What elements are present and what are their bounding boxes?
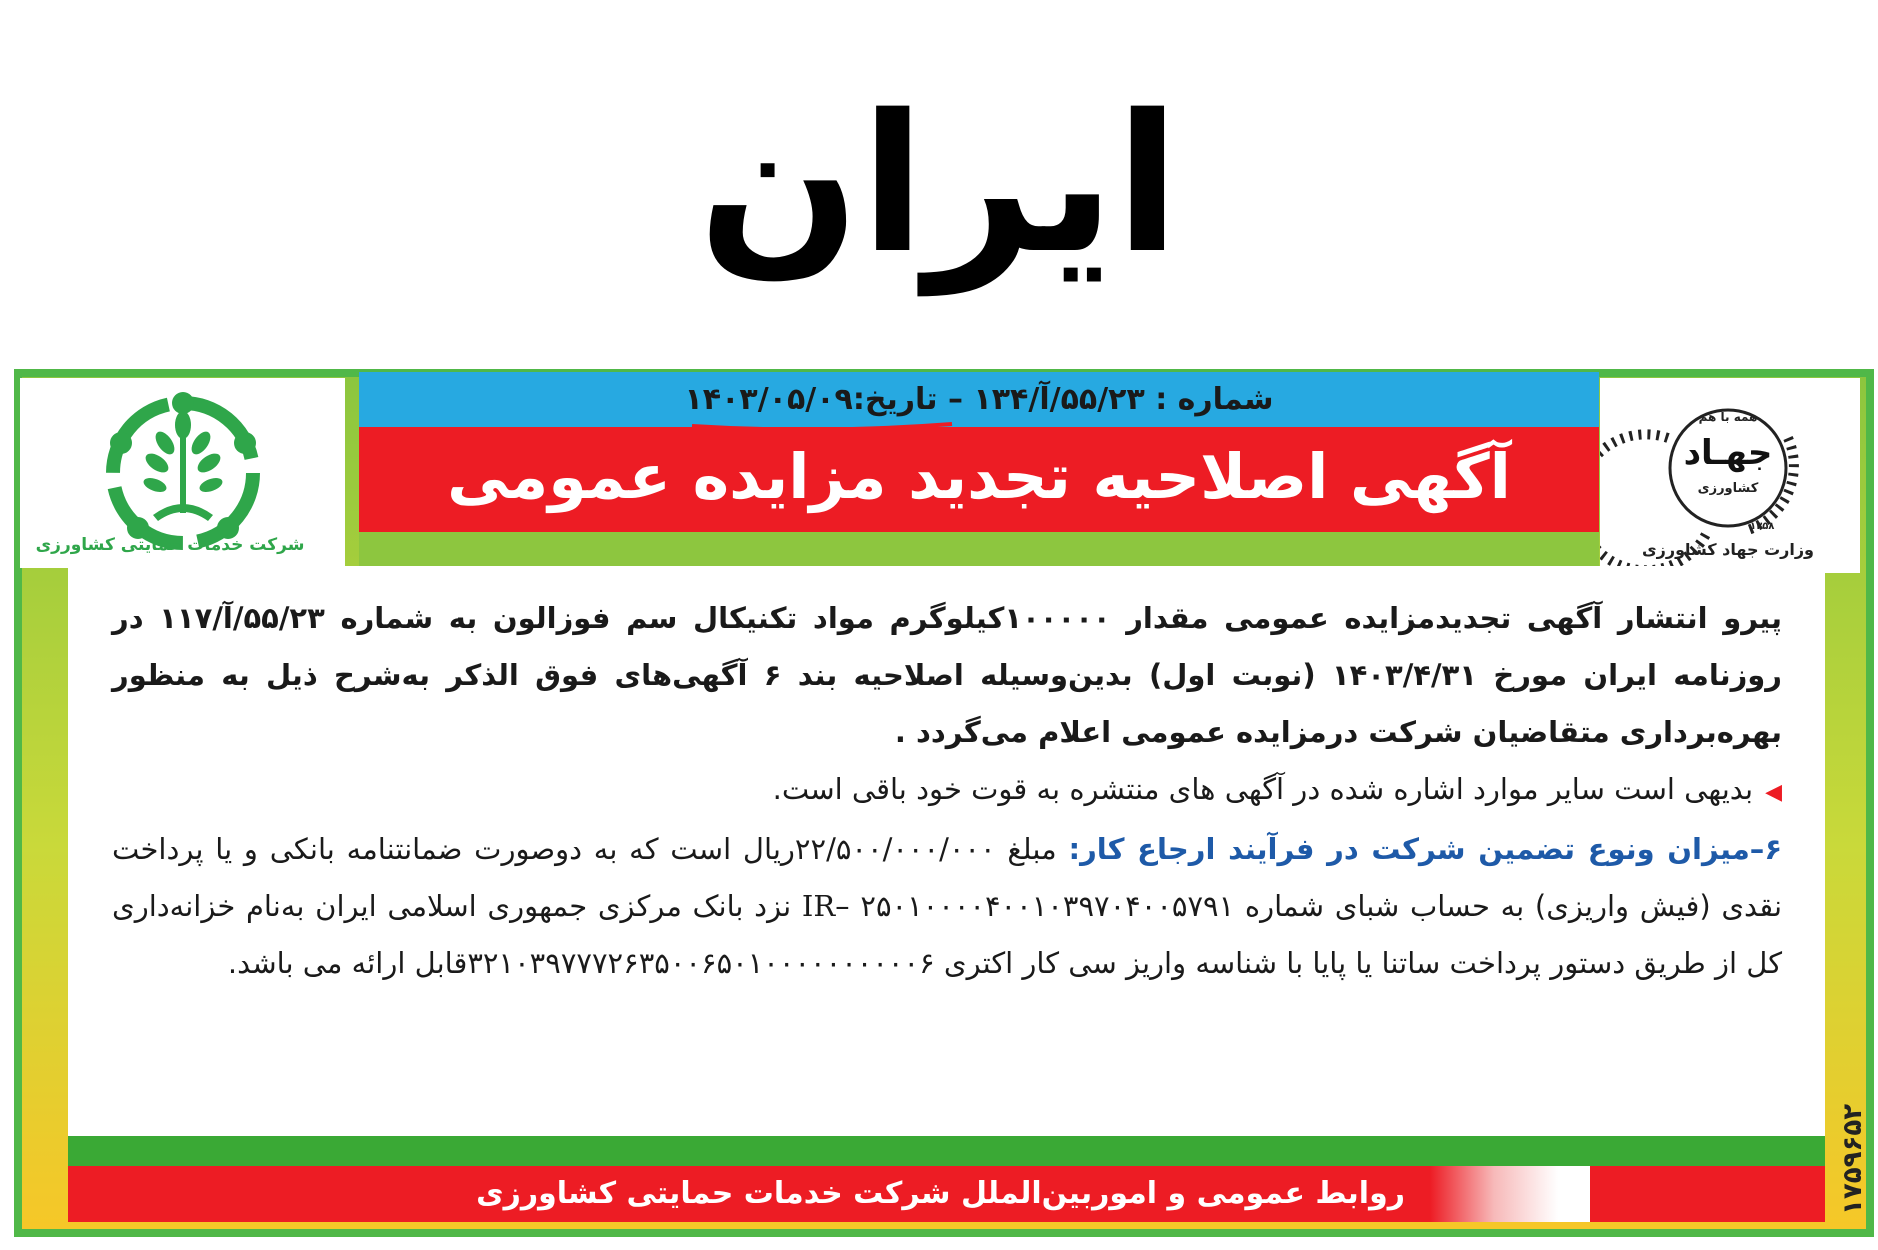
left-logo-caption: شرکت خدمات حمایتی کشاورزی [35,535,305,555]
title-underline-strip [359,532,1599,566]
clause-6-title: ۶–میزان ونوع تضمین شرکت در فرآیند ارجاع کار: [1068,832,1783,866]
right-logo [1600,378,1860,573]
right-logo-year: ۱۳۵۸ [1750,521,1775,532]
newspaper-masthead: ایران [698,74,1180,295]
iban-digits: ۲۵۰۱۰۰۰۰۴۰۰۱۰۳۹۷۰۴۰۰۵۷۹۱ [860,889,1235,923]
right-logo-top-text: همه با هم [1698,410,1758,424]
clause-6-text-b: نزد بانک مرکزی جمهوری اسلامی ایران به‌نام خزانه‌داری کل از طریق دستور پرداخت ساتنا یا پایا با شناسه واریز سی کار اکتری ۳۲۱۰۳۹۷۷۷۲۶۳۵۰۰۶۵۰۱۰۰۰۰۰۰۰۰۰۰۶قابل ارائه می باشد. [112,889,1782,980]
footer-fade [1430,1166,1590,1222]
note-text: بدیهی است سایر موارد اشاره شده در آگهی های منتشره به قوت خود باقی است. [772,772,1754,806]
ad-code: ۱۷۵۹۶۵۲ [1838,1103,1868,1215]
ad-title: آگهی اصلاحیه تجدید مزایده عمومی [359,427,1599,532]
red-triangle-bullet-icon: ◀ [1765,780,1782,805]
right-logo-sub: کشاورزی [1697,481,1759,496]
intro-paragraph: پیرو انتشار آگهی تجدیدمزایده عمومی مقدار ۱۰۰۰۰۰کیلوگرم مواد تکنیکال سم فوزالون به شماره ۵۵/۲۳/آ/۱۱۷ در روزنامه ایران مورخ ۱۴۰۳/۴/۳۱ (نوبت اول) بدین‌وسیله اصلاحیه بند ۶ آگهی‌های فوق الذکر به‌شرح ذیل به منظور بهره‌برداری متقاضیان شرکت درمزایده عمومی اعلام می‌گردد . [112,601,1783,749]
iban-prefix: IR [801,889,836,923]
right-logo-ministry: وزارت جهاد کشاورزی [1641,540,1814,559]
ad-body [112,590,1782,992]
note-line [112,761,1782,821]
clause-6-paragraph: ۶–میزان ونوع تضمین شرکت در فرآیند ارجاع کار: مبلغ ۲۲/۵۰۰/۰۰۰/۰۰۰ریال است که به دوصورت ضمانتنامه بانکی و یا پرداخت نقدی (فیش واریزی) به حساب شبای شماره ۲۵۰۱۰۰۰۰۴۰۰۱۰۳۹۷۰۴۰۰۵۷۹۱ –IR نزد بانک مرکزی جمهوری اسلامی ایران به‌نام خزانه‌داری کل از طریق دستور پرداخت ساتنا یا پایا با شناسه واریز سی کار اکتری ۳۲۱۰۳۹۷۷۷۲۶۳۵۰۰۶۵۰۱۰۰۰۰۰۰۰۰۰۰۶قابل ارائه می باشد. [112,832,1783,980]
left-logo [20,378,345,568]
clause-6-text-a: مبلغ ۲۲/۵۰۰/۰۰۰/۰۰۰ریال است که به دوصورت ضمانتنامه بانکی و یا پرداخت نقدی (فیش واریزی) به حساب شبای شماره [112,832,1783,923]
right-logo-name: جهـاد [1683,433,1773,473]
footer-text: روابط عمومی و اموربین‌الملل شرکت خدمات حمایتی کشاورزی [476,1176,1405,1211]
footer-green-band [68,1136,1825,1166]
number-date-bar: شماره : ۵۵/۲۳/آ/۱۳۴ – تاریخ:۱۴۰۳/۰۵/۰۹ [359,372,1599,427]
